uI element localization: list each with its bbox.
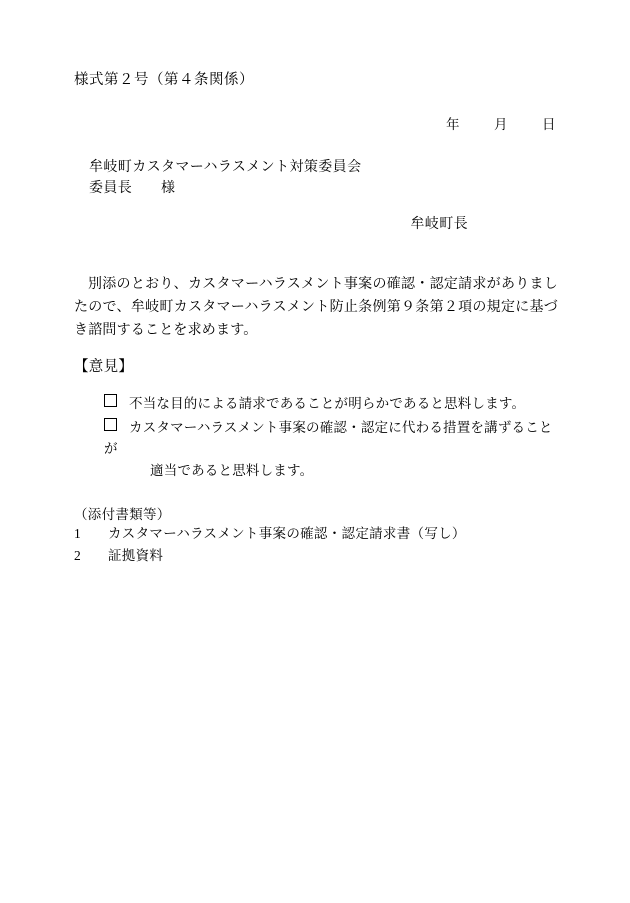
- attachments-list: [74, 523, 544, 566]
- date-line: [74, 113, 556, 133]
- attachment-number: 2: [74, 547, 82, 563]
- addressee-chairperson: 委員長 様: [89, 181, 176, 196]
- sender-name: 牟岐町長: [410, 217, 468, 232]
- attachment-label: 証拠資料: [108, 547, 164, 563]
- unchecked-checkbox[interactable]: [104, 394, 117, 407]
- attachment-label: カスタマーハラスメント事案の確認・認定請求書（写し）: [108, 526, 466, 541]
- unchecked-checkbox[interactable]: [104, 418, 117, 431]
- date-month-label: 月: [494, 117, 508, 132]
- checklist-item-label: 不当な目的による請求であることが明らかであると思料します。: [129, 396, 526, 411]
- list-item[interactable]: [104, 393, 554, 415]
- list-item[interactable]: [104, 417, 554, 482]
- list-item: [74, 545, 544, 567]
- addressee-committee: 牟岐町カスタマーハラスメント対策委員会: [89, 160, 362, 175]
- opinion-checklist: [104, 393, 554, 483]
- date-day-label: 日: [542, 117, 556, 132]
- checklist-item-continuation: 適当であると思料します。: [150, 462, 314, 478]
- addressee-block: [89, 157, 361, 199]
- attachments-heading: （添付書類等）: [74, 507, 171, 522]
- form-number: 様式第２号（第４条関係）: [74, 72, 254, 88]
- checklist-item-label: カスタマーハラスメント事案の確認・認定に代わる措置を講ずることが: [104, 419, 553, 457]
- date-year-label: 年: [446, 117, 460, 132]
- attachment-number: 1: [74, 526, 82, 541]
- list-item: [74, 523, 544, 545]
- body-paragraph: 別添のとおり、カスタマーハラスメント事案の確認・認定請求がありましたので、牟岐町カスタマーハラスメント防止条例第９条第２項の規定に基づき諮問することを求めます。: [74, 277, 558, 339]
- opinion-heading: 【意見】: [74, 359, 134, 375]
